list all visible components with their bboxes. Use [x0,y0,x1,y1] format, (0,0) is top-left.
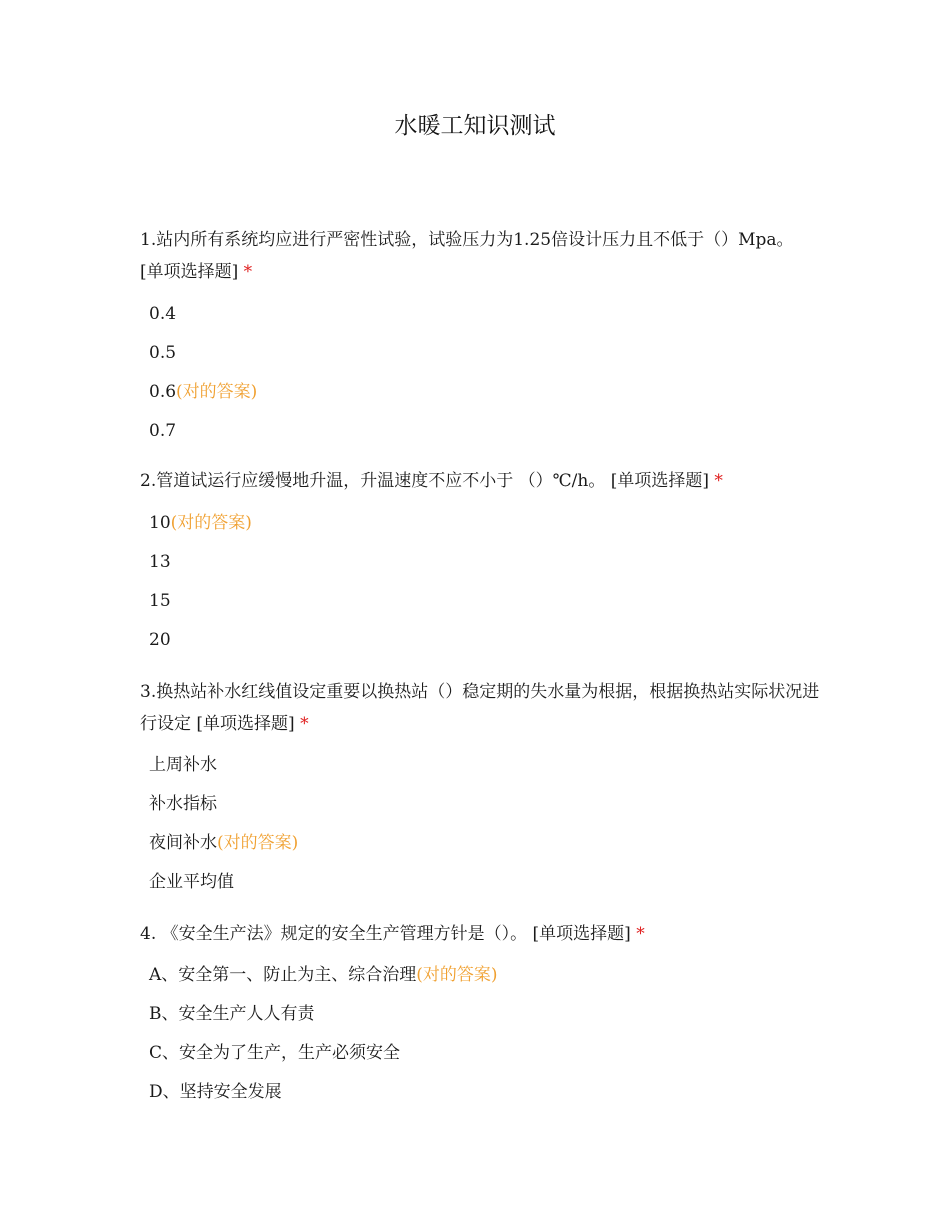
option-label: 20 [149,630,171,650]
option-label: C、安全为了生产，生产必须安全 [149,1043,401,1063]
option-label: 0.4 [149,304,177,324]
option-label: 13 [149,552,171,572]
question-text: 4. 《安全生产法》规定的安全生产管理方针是（）。 [单项选择题] [140,924,631,944]
option-2-4[interactable] [149,628,171,652]
option-3-4[interactable] [149,870,234,894]
option-4-1[interactable] [149,963,498,987]
question-text: 3.换热站补水红线值设定重要以换热站（）稳定期的失水量为根据，根据换热站实际状况进行设定 [单项选择题] [140,682,820,734]
option-4-4[interactable] [149,1080,282,1104]
option-label: B、安全生产人人有责 [149,1004,315,1024]
option-label: 企业平均值 [149,872,234,892]
option-label: 10 [149,513,171,533]
option-label: 夜间补水 [149,833,217,853]
correct-answer-note: (对的答案) [170,513,252,533]
option-label: A、安全第一、防止为主、综合治理 [149,965,417,985]
correct-answer-note: (对的答案) [416,965,498,985]
question-text: 1.站内所有系统均应进行严密性试验，试验压力为1.25倍设计压力且不低于（）Mpa。 [单项选择题] [140,230,794,282]
question-3 [140,676,820,740]
question-1 [140,224,820,288]
correct-answer-note: (对的答案) [176,382,258,402]
question-2 [140,465,820,497]
required-mark: * [636,924,645,944]
option-label: 0.7 [149,421,177,441]
option-label: 补水指标 [149,794,217,814]
required-mark: * [243,262,253,282]
option-label: 15 [149,591,171,611]
option-3-1[interactable] [149,753,217,777]
option-2-3[interactable] [149,589,171,613]
option-label: 上周补水 [149,755,217,775]
option-4-3[interactable] [149,1041,400,1065]
option-1-4[interactable] [149,419,176,443]
page-title: 水暖工知识测试 [394,113,556,139]
option-2-1[interactable] [149,511,252,535]
option-label: D、坚持安全发展 [149,1082,282,1102]
question-4 [140,918,820,950]
option-1-2[interactable] [149,341,176,365]
option-1-1[interactable] [149,302,176,326]
required-mark: * [714,471,723,491]
option-2-2[interactable] [149,550,171,574]
option-label: 0.5 [149,343,177,363]
required-mark: * [300,714,309,734]
option-3-3[interactable] [149,831,298,855]
option-3-2[interactable] [149,792,217,816]
option-4-2[interactable] [149,1002,315,1026]
option-1-3[interactable] [149,380,257,404]
option-label: 0.6 [149,382,177,402]
question-text: 2.管道试运行应缓慢地升温，升温速度不应不小于 （）℃/h。 [单项选择题] [140,471,709,491]
correct-answer-note: (对的答案) [217,833,299,853]
